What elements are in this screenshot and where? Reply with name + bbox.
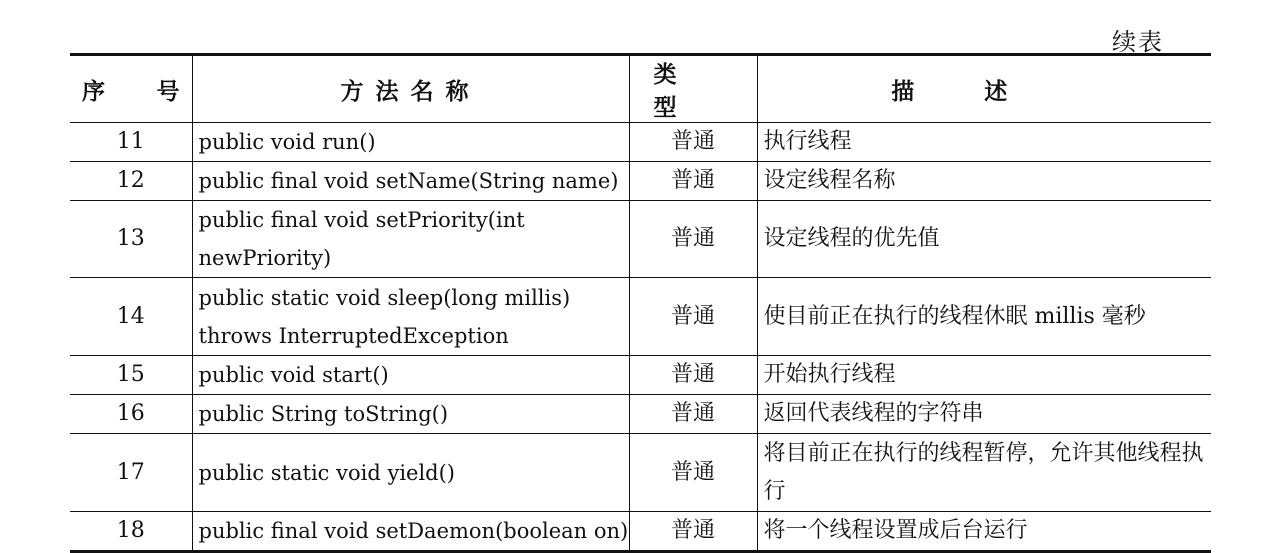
continued-label: 续表 [1112, 28, 1164, 56]
row-desc: 执行线程 [757, 123, 1211, 162]
table-row [70, 395, 1211, 434]
table-row [70, 123, 1211, 162]
row-type: 普通 [629, 123, 757, 162]
row-num: 11 [70, 123, 192, 162]
header-num-b: 号 [156, 77, 180, 105]
row-type: 普通 [629, 278, 757, 356]
header-desc: 描述 [757, 55, 1211, 123]
row-method: public static void yield() [192, 434, 629, 512]
row-desc: 设定线程的优先值 [757, 201, 1211, 278]
row-desc: 将一个线程设置成后台运行 [757, 512, 1211, 552]
table-row [70, 434, 1211, 512]
row-desc: 设定线程名称 [757, 162, 1211, 201]
row-method: public final void setPriority(int newPriority) [192, 201, 629, 278]
table-row [70, 512, 1211, 552]
table-row [70, 356, 1211, 395]
row-desc: 开始执行线程 [757, 356, 1211, 395]
row-desc: 返回代表线程的字符串 [757, 395, 1211, 434]
row-type: 普通 [629, 356, 757, 395]
table-row [70, 278, 1211, 356]
row-method: public final void setDaemon(boolean on) [192, 512, 629, 552]
row-type: 普通 [629, 162, 757, 201]
row-method: public void run() [192, 123, 629, 162]
row-method: public void start() [192, 356, 629, 395]
table-row [70, 162, 1211, 201]
row-num: 18 [70, 512, 192, 552]
row-num: 15 [70, 356, 192, 395]
row-type: 普通 [629, 512, 757, 552]
row-method: public String toString() [192, 395, 629, 434]
header-num [70, 55, 192, 123]
row-desc: 使目前正在执行的线程休眠 millis 毫秒 [757, 278, 1211, 356]
row-num: 17 [70, 434, 192, 512]
table-header-row [70, 55, 1211, 123]
header-type: 类型 [629, 55, 757, 123]
header-method: 方法名称 [192, 55, 629, 123]
row-method: public final void setName(String name) [192, 162, 629, 201]
row-method: public static void sleep(long millis) throws InterruptedException [192, 278, 629, 356]
row-num: 16 [70, 395, 192, 434]
row-num: 13 [70, 201, 192, 278]
row-num: 12 [70, 162, 192, 201]
row-type: 普通 [629, 395, 757, 434]
row-num: 14 [70, 278, 192, 356]
table-row [70, 201, 1211, 278]
methods-table [70, 53, 1211, 553]
header-num-a: 序 [82, 77, 105, 105]
row-type: 普通 [629, 201, 757, 278]
row-type: 普通 [629, 434, 757, 512]
row-desc: 将目前正在执行的线程暂停，允许其他线程执行 [757, 434, 1211, 512]
